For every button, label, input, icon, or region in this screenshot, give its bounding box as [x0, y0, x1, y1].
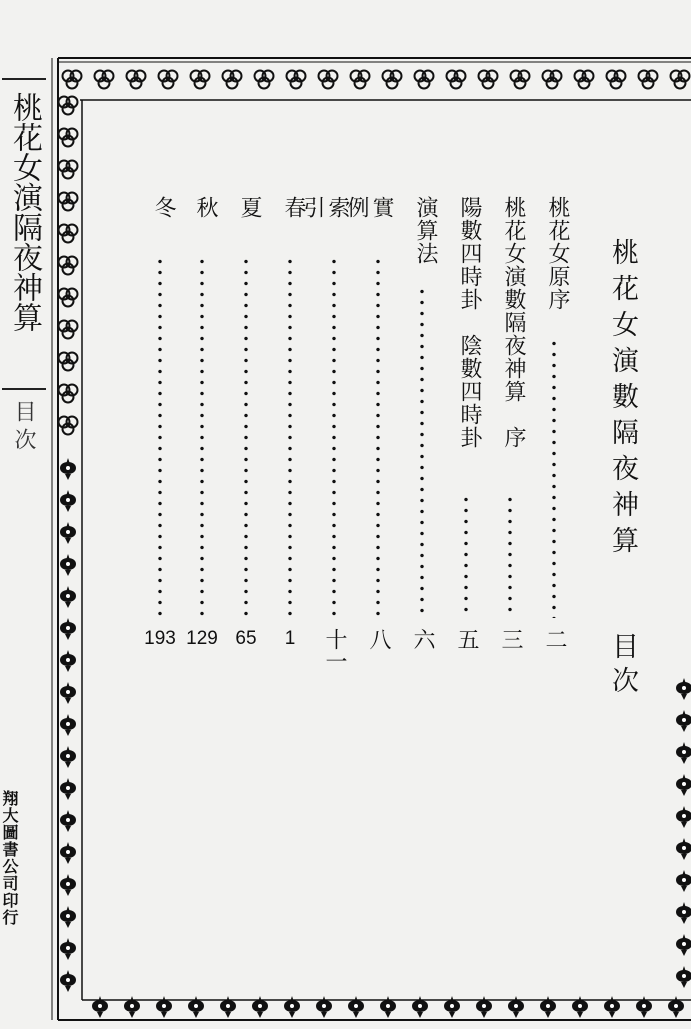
toc-entry-title — [281, 196, 306, 219]
flower-ornament-solid — [60, 970, 76, 992]
toc-entry[interactable] — [446, 196, 486, 666]
flower-ornament-outline — [127, 71, 146, 89]
flower-ornament-solid — [60, 650, 76, 672]
side-section-label: 目次 — [11, 400, 36, 456]
toc-page-number: 五 — [454, 628, 479, 650]
toc-entry-title — [545, 196, 570, 311]
flower-ornament-solid — [676, 902, 691, 924]
toc-page-number: 三 — [498, 628, 523, 650]
toc-dot-leader — [244, 256, 248, 618]
toc-title-column: 索 — [325, 196, 350, 219]
toc-page-number: 二 — [542, 628, 567, 650]
flower-ornament-outline — [59, 97, 78, 115]
flower-ornament-outline — [223, 71, 242, 89]
flower-ornament-outline — [511, 71, 530, 89]
flower-ornament-outline — [59, 193, 78, 211]
toc-entry[interactable] — [270, 196, 310, 666]
toc-title-column: 陽數四時卦 陰數四時卦 — [457, 196, 482, 449]
flower-ornament-solid — [60, 714, 76, 736]
flower-ornament-outline — [671, 71, 690, 89]
flower-ornament-outline — [639, 71, 658, 89]
flower-ornament-solid — [60, 490, 76, 512]
flower-ornament-outline — [383, 71, 402, 89]
flower-ornament-solid — [60, 906, 76, 928]
side-rule-bottom — [2, 388, 46, 390]
toc-entry-title — [501, 196, 526, 449]
toc-entry[interactable] — [490, 196, 530, 666]
toc-dot-leader — [158, 256, 162, 618]
flower-ornament-outline — [59, 129, 78, 147]
flower-ornament-solid — [60, 522, 76, 544]
toc-page-number: 1 — [284, 628, 296, 649]
flower-ornament-outline — [59, 385, 78, 403]
flower-ornament-outline — [479, 71, 498, 89]
flower-ornament-solid — [60, 778, 76, 800]
toc-entry[interactable] — [402, 196, 442, 666]
toc-title-column: 夏 — [237, 196, 262, 219]
flower-ornament-outline — [319, 71, 338, 89]
flower-ornament-outline — [63, 71, 82, 89]
flower-ornament-outline — [159, 71, 178, 89]
flower-ornament-solid — [60, 458, 76, 480]
flower-ornament-outline — [607, 71, 626, 89]
toc-entry-title — [193, 196, 218, 219]
publisher-imprint: 翔大圖書公司印行 — [0, 790, 19, 926]
flower-ornament-outline — [59, 225, 78, 243]
flower-ornament-outline — [543, 71, 562, 89]
flower-ornament-outline — [59, 417, 78, 435]
flower-ornament-solid — [676, 934, 691, 956]
toc-title-column: 引 — [300, 196, 325, 219]
toc-entry[interactable] — [534, 196, 574, 666]
toc-entry[interactable] — [344, 196, 398, 666]
flower-ornament-outline — [59, 289, 78, 307]
toc-dot-leader — [288, 256, 292, 618]
flower-ornament-solid — [60, 874, 76, 896]
flower-ornament-outline — [59, 257, 78, 275]
flower-ornament-solid — [676, 870, 691, 892]
side-rule-top — [2, 78, 46, 80]
toc-entry[interactable] — [226, 196, 266, 666]
toc-entry-title — [413, 196, 438, 265]
flower-ornament-outline — [59, 321, 78, 339]
toc-title-column: 桃花女演數隔夜神算 序 — [501, 196, 526, 449]
toc-title-column: 春 — [281, 196, 306, 219]
toc-dot-leader — [508, 494, 512, 618]
toc-title-column: 桃花女原序 — [545, 196, 570, 311]
toc-entry-title — [237, 196, 262, 219]
flower-ornament-solid — [60, 618, 76, 640]
toc-title-column: 冬 — [151, 196, 176, 219]
toc-entry[interactable] — [300, 196, 354, 672]
flower-ornament-outline — [59, 353, 78, 371]
toc-dot-leader — [332, 256, 336, 618]
toc-page-number: 八 — [366, 628, 391, 650]
flower-ornament-solid — [60, 682, 76, 704]
flower-ornament-solid — [676, 742, 691, 764]
flower-ornament-solid — [676, 774, 691, 796]
toc-dot-leader — [376, 256, 380, 618]
side-book-title: 桃花女演隔夜神算 — [7, 92, 42, 332]
flower-ornament-solid — [676, 838, 691, 860]
flower-ornament-outline — [59, 161, 78, 179]
toc-page-number: 193 — [144, 628, 176, 649]
page-title: 桃花女演數隔夜神算 — [607, 238, 638, 562]
toc-entry[interactable] — [182, 196, 222, 666]
toc-entry[interactable] — [140, 196, 180, 666]
toc-dot-leader — [464, 494, 468, 618]
toc-dot-leader — [200, 256, 204, 618]
toc-dot-leader — [420, 286, 424, 618]
flower-ornament-outline — [95, 71, 114, 89]
toc-entry-title — [457, 196, 482, 449]
flower-ornament-solid — [676, 710, 691, 732]
flower-ornament-outline — [255, 71, 274, 89]
toc-entry-title — [151, 196, 176, 219]
flower-ornament-solid — [60, 938, 76, 960]
flower-ornament-solid — [60, 842, 76, 864]
flower-ornament-outline — [287, 71, 306, 89]
toc-title-column: 演算法 — [413, 196, 438, 265]
flower-ornament-outline — [191, 71, 210, 89]
flower-ornament-solid — [60, 586, 76, 608]
page-subtitle: 目次 — [607, 632, 638, 700]
flower-ornament-solid — [60, 810, 76, 832]
flower-ornament-solid — [676, 806, 691, 828]
toc-page-number: 129 — [186, 628, 218, 649]
toc-page-number: 六 — [410, 628, 435, 650]
flower-ornament-solid — [676, 966, 691, 988]
toc-title-column: 秋 — [193, 196, 218, 219]
flower-ornament-outline — [351, 71, 370, 89]
flower-ornament-solid — [60, 746, 76, 768]
flower-ornament-outline — [447, 71, 466, 89]
flower-ornament-solid — [676, 678, 691, 700]
toc-title-column: 例 — [344, 196, 369, 219]
toc-title-column: 實 — [369, 196, 394, 219]
flower-ornament-solid — [60, 554, 76, 576]
toc-page-number: 十一 — [322, 628, 347, 672]
toc-dot-leader — [552, 338, 556, 618]
flower-ornament-outline — [575, 71, 594, 89]
toc-page-number: 65 — [235, 628, 257, 649]
flower-ornament-outline — [415, 71, 434, 89]
